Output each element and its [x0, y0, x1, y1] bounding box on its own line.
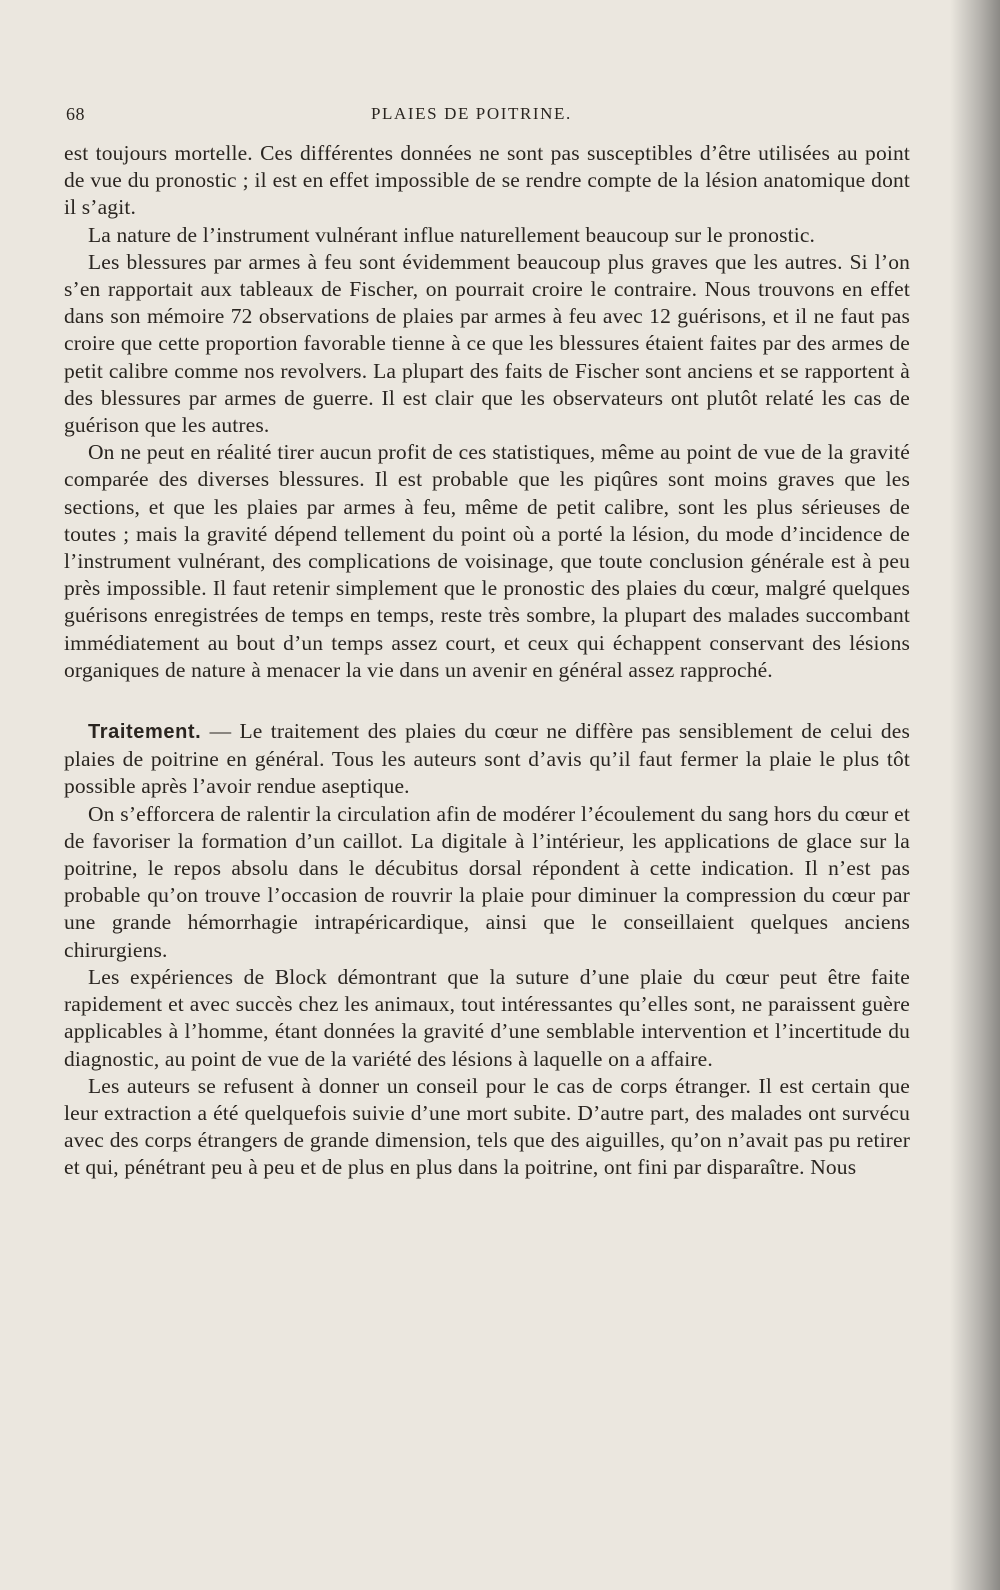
- paragraph: On s’efforcera de ralentir la circulation afin de modérer l’écoulement du sang hors du cœur et de favoriser la formation d’un caillot. La digitale à l’intérieur, les applications de glace sur la poitrine, le repos absolu dans le décubitus dorsal répondent à cette indication. Il n’est pas probable qu’on trouve l’occasion de rouvrir la plaie pour diminuer la compression du cœur par une grande hémorrhagie intrapéricardique, ainsi que le conseillaient quelques anciens chirurgiens.: [64, 801, 910, 962]
- paragraph: Les blessures par armes à feu sont évidemment beaucoup plus graves que les autres. Si l’on s’en rapportait aux tableaux de Fischer, on pourrait croire le contraire. Nous trouvons en effet dans son mémoire 72 observations de plaies par armes à feu avec 12 guérisons, et il ne faut pas croire que cette proportion favorable tienne à ce que les blessures étaient faites par des armes de petit calibre comme nos revolvers. La plupart des faits de Fischer sont anciens et se rapportent à des blessures par armes de guerre. Il est clair que les observateurs ont plutôt relaté les cas de guérison que les autres.: [64, 249, 910, 438]
- section-lead-text: — Le traitement des plaies du cœur ne diffère pas sensiblement de celui des plaies de poitrine en général. Tous les auteurs sont d’avis qu’il faut fermer la plaie le plus tôt possible après l’avoir rendue aseptique.: [64, 719, 910, 799]
- page-header: [66, 104, 626, 126]
- paragraph: La nature de l’instrument vulnérant influe naturellement beaucoup sur le pronostic.: [88, 222, 816, 247]
- paragraph: Les expériences de Block démontrant que la suture d’une plaie du cœur peut être faite rapidement et avec succès chez les animaux, tout intéressantes qu’elles sont, ne paraissent guère applicables à l’homme, étant données la gravité d’une semblable intervention et l’incertitude du diagnostic, au point de vue de la variété des lésions à laquelle on a affaire.: [64, 964, 910, 1071]
- paragraph: On ne peut en réalité tirer aucun profit de ces statistiques, même au point de vue de la gravité comparée des diverses blessures. Il est probable que les piqûres sont moins graves que les sections, et que les plaies par armes à feu, même de petit calibre, sont les plus sérieuses de toutes ; mais la gravité dépend tellement du point où a porté la lésion, du mode d’incidence de l’instrument vulnérant, des complications de voisinage, que toute conclusion générale est à peu près impossible. Il faut retenir simplement que le pronostic des plaies du cœur, malgré quelques guérisons enregistrées de temps en temps, reste très sombre, la plupart des malades succombant immédiatement au bout d’un temps assez court, et ceux qui échappent conservant des lésions organiques de nature à menacer la vie dans un avenir en général assez rapproché.: [64, 440, 910, 682]
- section-heading: Traitement.: [88, 721, 202, 744]
- page-number: 68: [66, 104, 85, 124]
- paragraph: est toujours mortelle. Ces différentes données ne sont pas susceptibles d’être utilisées au point de vue du pronostic ; il est en effet impossible de se rendre compte de la lésion anatomique dont il s’agit.: [64, 141, 910, 220]
- paragraph: Les auteurs se refusent à donner un conseil pour le cas de corps étranger. Il est certain que leur extraction a été quelquefois suivie d’une mort subite. D’autre part, des malades ont survécu avec des corps étrangers de grande dimension, tels que des aiguilles, qu’on n’avait pas pu retirer et qui, pénétrant peu à peu et de plus en plus dans la poitrine, ont fini par disparaître. Nous: [64, 1073, 910, 1180]
- section-lead-paragraph: [64, 718, 910, 801]
- running-title: PLAIES DE POITRINE.: [371, 104, 572, 123]
- page-body: [64, 140, 910, 1182]
